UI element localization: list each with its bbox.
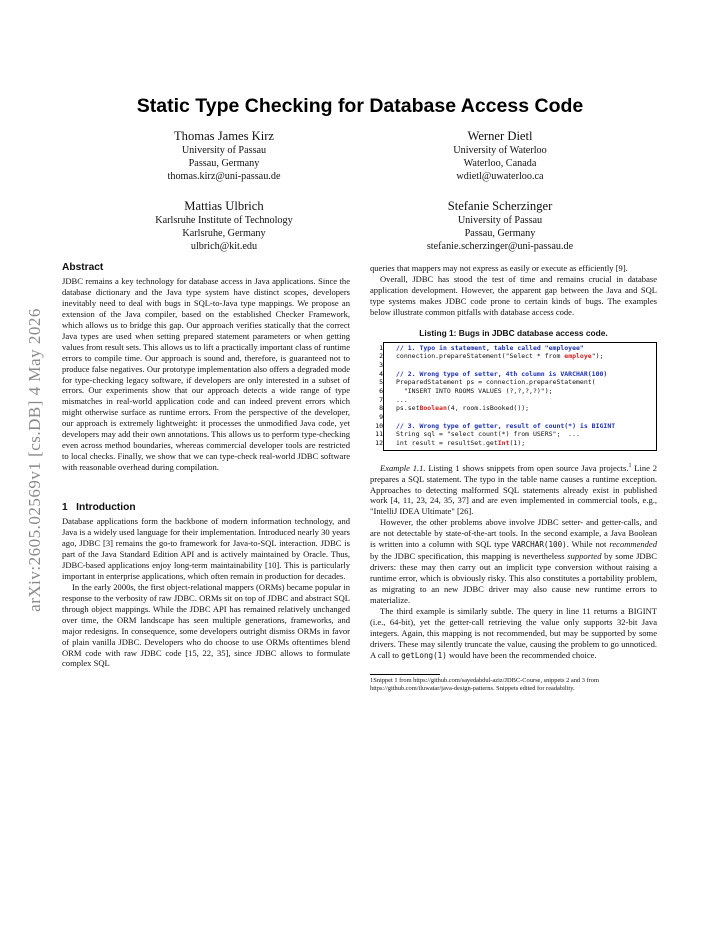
author-affiliation: University of Passau [457, 215, 543, 226]
paper-title: Static Type Checking for Database Access Code [136, 95, 584, 117]
listing-caption: Listing 1: Bugs in JDBC database access code. [419, 327, 608, 338]
code-error-highlight: Int [497, 438, 510, 447]
code-text: String sql = "select count(*) from USERS"; ... [396, 430, 580, 439]
author-name: Thomas James Kirz [173, 129, 275, 143]
body-paragraph [370, 606, 657, 662]
code-line [379, 352, 654, 361]
emphasis: supported [567, 551, 602, 562]
code-line [379, 361, 654, 370]
body-paragraph: Overall, JDBC has stood the test of time and remains crucial in database application development. However, the apparent gap between the Java and SQL type systems makes JDBC code prone to certain kinds of bugs. The examples below illustrate common pitfalls with database access code. [370, 273, 657, 317]
code-line [375, 421, 654, 431]
line-number: 1 [379, 343, 383, 352]
inline-code: getLong(1) [401, 650, 447, 660]
code-text: PreparedStatement ps = connection.prepareStatement( [396, 378, 596, 387]
line-number: 7 [379, 395, 383, 404]
author-block [370, 198, 630, 253]
code-text: "); [591, 352, 604, 361]
author-email: thomas.kirz@uni-passau.de [167, 171, 281, 182]
code-line [379, 387, 654, 396]
code-error-highlight: Boolean [419, 404, 447, 413]
line-number: 10 [375, 421, 383, 430]
code-line [375, 430, 654, 439]
code-text: int result = resultSet.get [396, 438, 498, 447]
line-number: 3 [379, 361, 383, 370]
body-paragraph [370, 517, 657, 606]
author-email: stefanie.scherzinger@uni-passau.de [426, 241, 574, 252]
example-text: Line 2 prepares a SQL statement. The typo in the table name causes a runtime exception. Approaches to detecting malformed SQL statements already exist in published work [4, 11, 23, 24, 35, 37] and are even implemented in commercial tools, e.g., "IntelliJ IDEA Ultimate" [26]. [370, 462, 658, 517]
text-run: However, the other problems above involve JDBC setter- and getter-calls, and are not detectable by state-of-the-art tools. In the second example, a Java Boolean is written into a column with SQL type [370, 517, 657, 550]
text-run: . While not [566, 539, 610, 550]
author-block [370, 128, 630, 183]
author-email: ulbrich@kit.edu [190, 241, 258, 252]
emphasis: recommended [609, 539, 657, 550]
code-comment: // 1. Typo in statement, table called "employee" [396, 343, 584, 352]
introduction-heading: 1 Introduction [62, 502, 136, 514]
line-number: 2 [379, 352, 383, 361]
code-line [379, 404, 654, 413]
example-paragraph [370, 463, 657, 518]
text-run: would have been the recommended choice. [446, 649, 597, 660]
author-location: Passau, Germany [464, 228, 536, 239]
line-number: 8 [379, 404, 383, 413]
code-text: (4, room.isBooked()); [446, 404, 530, 413]
author-block [94, 198, 354, 253]
line-number: 4 [379, 369, 383, 378]
author-location: Karlsruhe, Germany [182, 228, 266, 239]
code-text: ps.set [396, 404, 420, 413]
author-name: Stefanie Scherzinger [447, 199, 553, 213]
left-column [62, 263, 350, 669]
author-location: Passau, Germany [188, 158, 260, 169]
author-affiliation: University of Waterloo [453, 145, 547, 156]
code-line [379, 412, 654, 422]
author-email: wdietl@uwaterloo.ca [456, 171, 544, 182]
line-number: 9 [379, 412, 383, 421]
code-listing [375, 342, 657, 451]
intro-paragraph: Database applications form the backbone of modern information technology, and Java is a widely used language for their implementation. Introduced nearly 30 years ago, JDBC [3] remains the go-to framework for Java-to-SQL interaction. JDBC is part of the Java Standard Edition API and is actively maintained by Oracle. Thus, JDBC-based applications enjoy long-term maintainability [10]. This is particularly important in enterprise applications, which often remain in production for decades. [62, 516, 350, 581]
abstract-heading: Abstract [62, 262, 104, 273]
footnote: 1Snippet 1 from https://github.com/sayedabdul-aziz/JDBC-Course, snippets 2 and 3 from https://github.com/iluwatar/java-design-patterns. Snippets edited for readability. [370, 676, 599, 692]
code-comment: // 2. Wrong type of setter, 4th column is VARCHAR(100) [396, 369, 608, 378]
right-column [370, 263, 657, 693]
code-text: connection.prepareStatement("Select * from [396, 352, 565, 361]
author-name: Mattias Ulbrich [184, 199, 264, 213]
body-paragraph: queries that mappers may not express as easily or execute as efficiently [9]. [370, 263, 628, 273]
inline-code: VARCHAR(100) [511, 540, 567, 550]
code-line [379, 343, 654, 353]
author-affiliation: University of Passau [181, 145, 267, 156]
intro-paragraph: In the early 2000s, the first object-relational mappers (ORMs) became popular in response to the verbosity of raw JDBC. ORMs sit on top of JDBC and abstract SQL through object mappings. While the JDBC API has remained relatively unchanged over time, the ORM landscape has seen multiple generations, frameworks, and major redesigns. In consequence, some developers outright dismiss ORMs in favor of plain vanilla JDBC. Developers who do choose to use ORMs oftentimes blend ORM code with raw JDBC code [15, 22, 35], since JDBC allows to formulate complex SQL [62, 581, 350, 669]
line-number: 5 [379, 378, 383, 387]
abstract-text: JDBC remains a key technology for database access in Java applications. Since the database dictionary and the Java type system have distinct scopes, developers inevitably need to deal with bugs in SQL-to-Java type mappings. We propose an extension of the Java compiler, based on the established Checker Framework, which allows us to bridge this gap. Our approach verifies statically that the correct Java types are used when setting prepared statement parameters or when getting values from result sets. This allows us to lift a practically important class of runtime errors to compile time. Our approach is sound and, therefore, is guaranteed not to produce false negatives. Our prototype implementation also offers a degraded mode for type-checking legacy software, if developers are only interested in a subset of errors. Our experiments show that our approach detects a wide range of type mismatches in real-world application code and can indeed prevent errors which might otherwise surface as runtime errors. From the perspective of the developer, our approach is extremely lightweight: it processes the unmodified Java code, yet developers may add their own annotations. This allows us to perform type-checking even across method boundaries, whereas commercial developer tools are restricted to local checks. Finally, we show that we can type-check real-world JDBC software with reasonable overhead during compilation. [62, 275, 350, 473]
code-error-highlight: employe [564, 352, 592, 361]
code-text: ... [396, 395, 408, 404]
line-number: 12 [375, 438, 383, 447]
code-comment: // 3. Wrong type of getter, result of count(*) is BIGINT [396, 421, 616, 430]
code-text: "INSERT INTO ROOMS VALUES (?,?,?,?)"); [396, 387, 553, 395]
author-name: Werner Dietl [467, 129, 533, 143]
example-label: Example 1.1. [380, 462, 426, 473]
code-line [379, 369, 654, 379]
text-run: The third example is similarly subtle. The query in line 11 returns a BIGINT (i.e., 64-bit), yet the getter-call retrieving the value only supports 32-bit Java integers. Again, this mapping is not recommended, but may be supported by some drivers. These may silently truncate the value, causing the problem to go unnoticed. A call to [370, 605, 657, 660]
line-number: 11 [375, 430, 383, 439]
arxiv-watermark [20, 240, 50, 680]
code-line [379, 395, 654, 405]
footnote-ref[interactable]: 1 [628, 462, 632, 469]
line-number: 6 [379, 387, 383, 395]
footnote-divider [370, 674, 440, 675]
text-run: by some JDBC drivers: these may then carry out an implicit type conversion without raising a runtime error, which is obviously risky. This also constitutes a portability problem, as migrating to an new JDBC driver may also cause new runtime errors to materialize. [370, 551, 657, 606]
author-affiliation: Karlsruhe Institute of Technology [155, 215, 293, 226]
example-text: Listing 1 shows snippets from open source Java projects. [425, 462, 629, 473]
text-run: by the JDBC specification, this mapping is nevertheless [370, 551, 568, 562]
arxiv-id: arXiv:2605.02569v1 [cs.DB] 4 May 2026 [25, 308, 45, 612]
author-block [94, 128, 354, 183]
author-location: Waterloo, Canada [463, 158, 537, 169]
code-line [379, 378, 654, 387]
code-text: (1); [509, 438, 526, 447]
code-line [375, 438, 654, 448]
